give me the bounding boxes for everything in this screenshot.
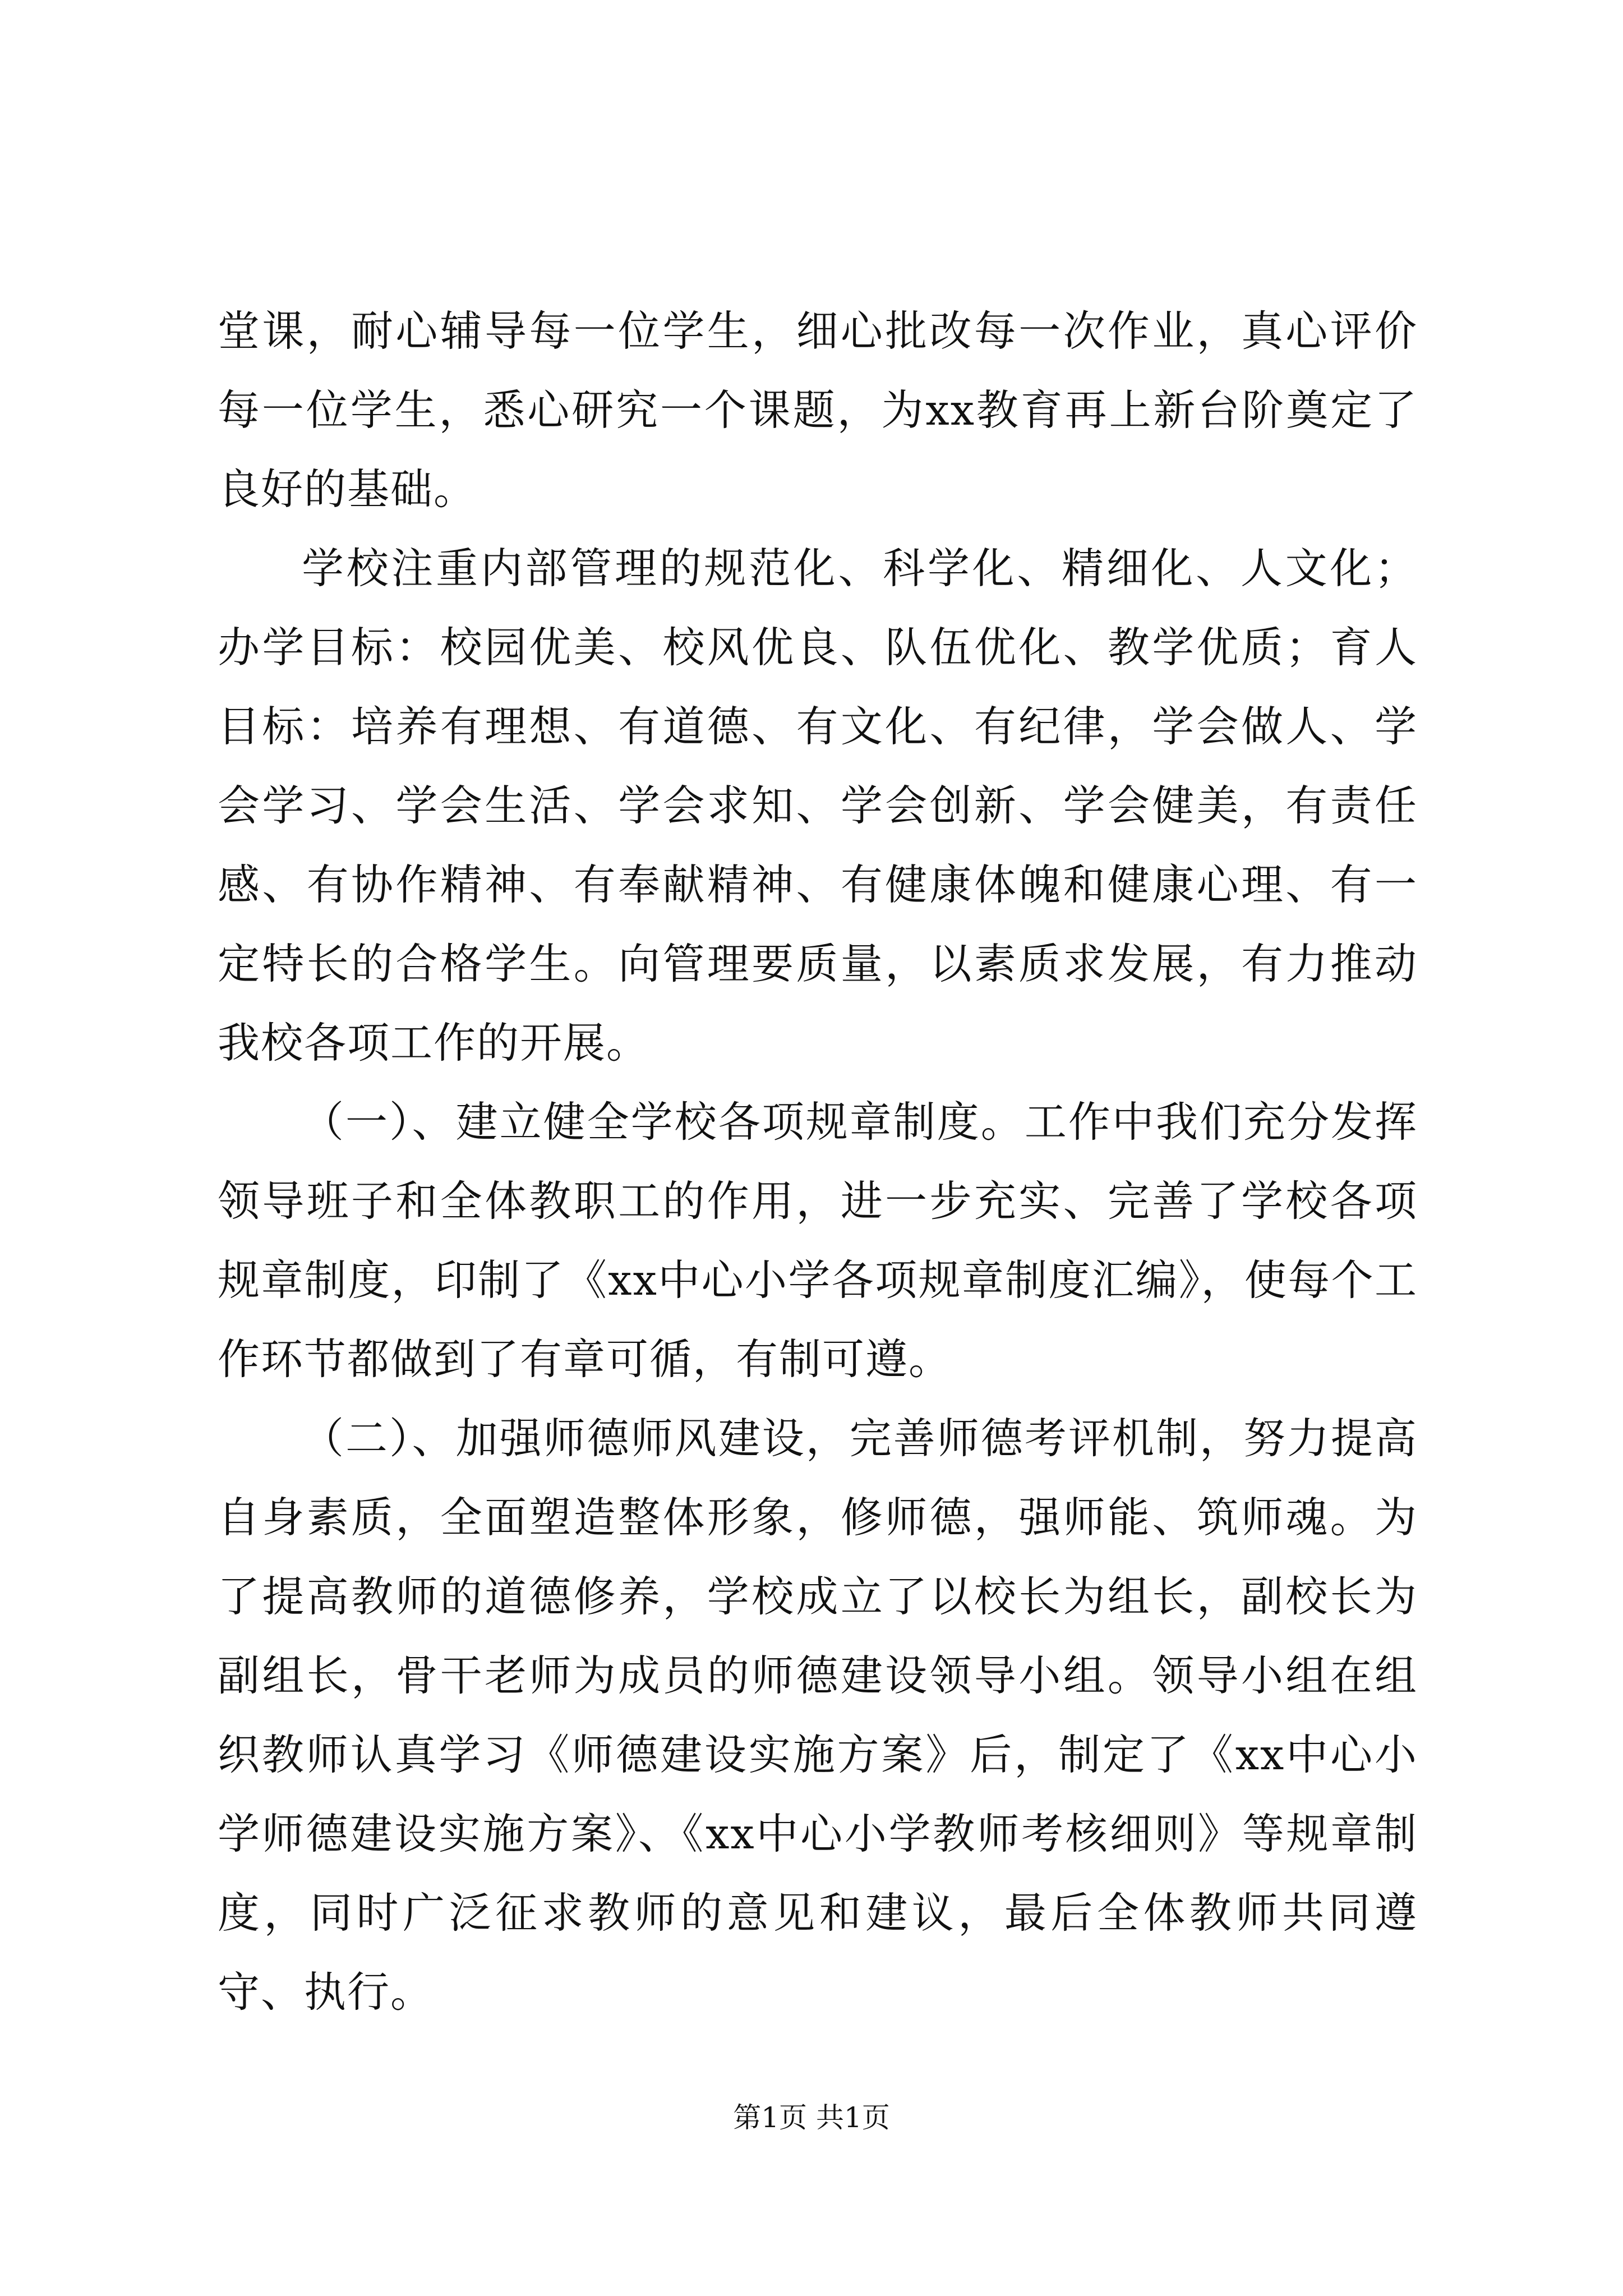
paragraph-teacher-ethics: （二）、加强师德师风建设，完善师德考评机制，努力提高自身素质，全面塑造整体形象，修师德，强师能、筑师魂。为了提高教师的道德修养，学校成立了以校长为组长，副校长为副组长，骨干老师为成员的师德建设领导小组。领导小组在组织教师认真学习《师德建设实施方案》后，制定了《xx中心小学师德建设实施方案》、《xx中心小学教师考核细则》等规章制度，同时广泛征求教师的意见和建议，最后全体教师共同遵守、执行。: [218, 1414, 1418, 2017]
page-footer: 第1页 共1页: [733, 2101, 890, 2134]
paragraph-management-goals: 学校注重内部管理的规范化、科学化、精细化、人文化；办学目标：校园优美、校风优良、队伍优化、教学优质；育人目标：培养有理想、有道德、有文化、有纪律，学会做人、学会学习、学会生活、学会求知、学会创新、学会健美，有责任感、有协作精神、有奉献精神、有健康体魄和健康心理、有一定特长的合格学生。向管理要质量，以素质求发展，有力推动我校各项工作的开展。: [218, 544, 1418, 1068]
paragraph-rules-system: （一）、建立健全学校各项规章制度。工作中我们充分发挥领导班子和全体教职工的作用，进一步充实、完善了学校各项规章制度，印制了《xx中心小学各项规章制度汇编》，使每个工作环节都做到了有章可循，有制可遵。: [218, 1097, 1418, 1384]
document-body: [218, 292, 1418, 2032]
paragraph-continuation: 堂课，耐心辅导每一位学生，细心批改每一次作业，真心评价每一位学生，悉心研究一个课题，为xx教育再上新台阶奠定了良好的基础。: [218, 306, 1418, 514]
